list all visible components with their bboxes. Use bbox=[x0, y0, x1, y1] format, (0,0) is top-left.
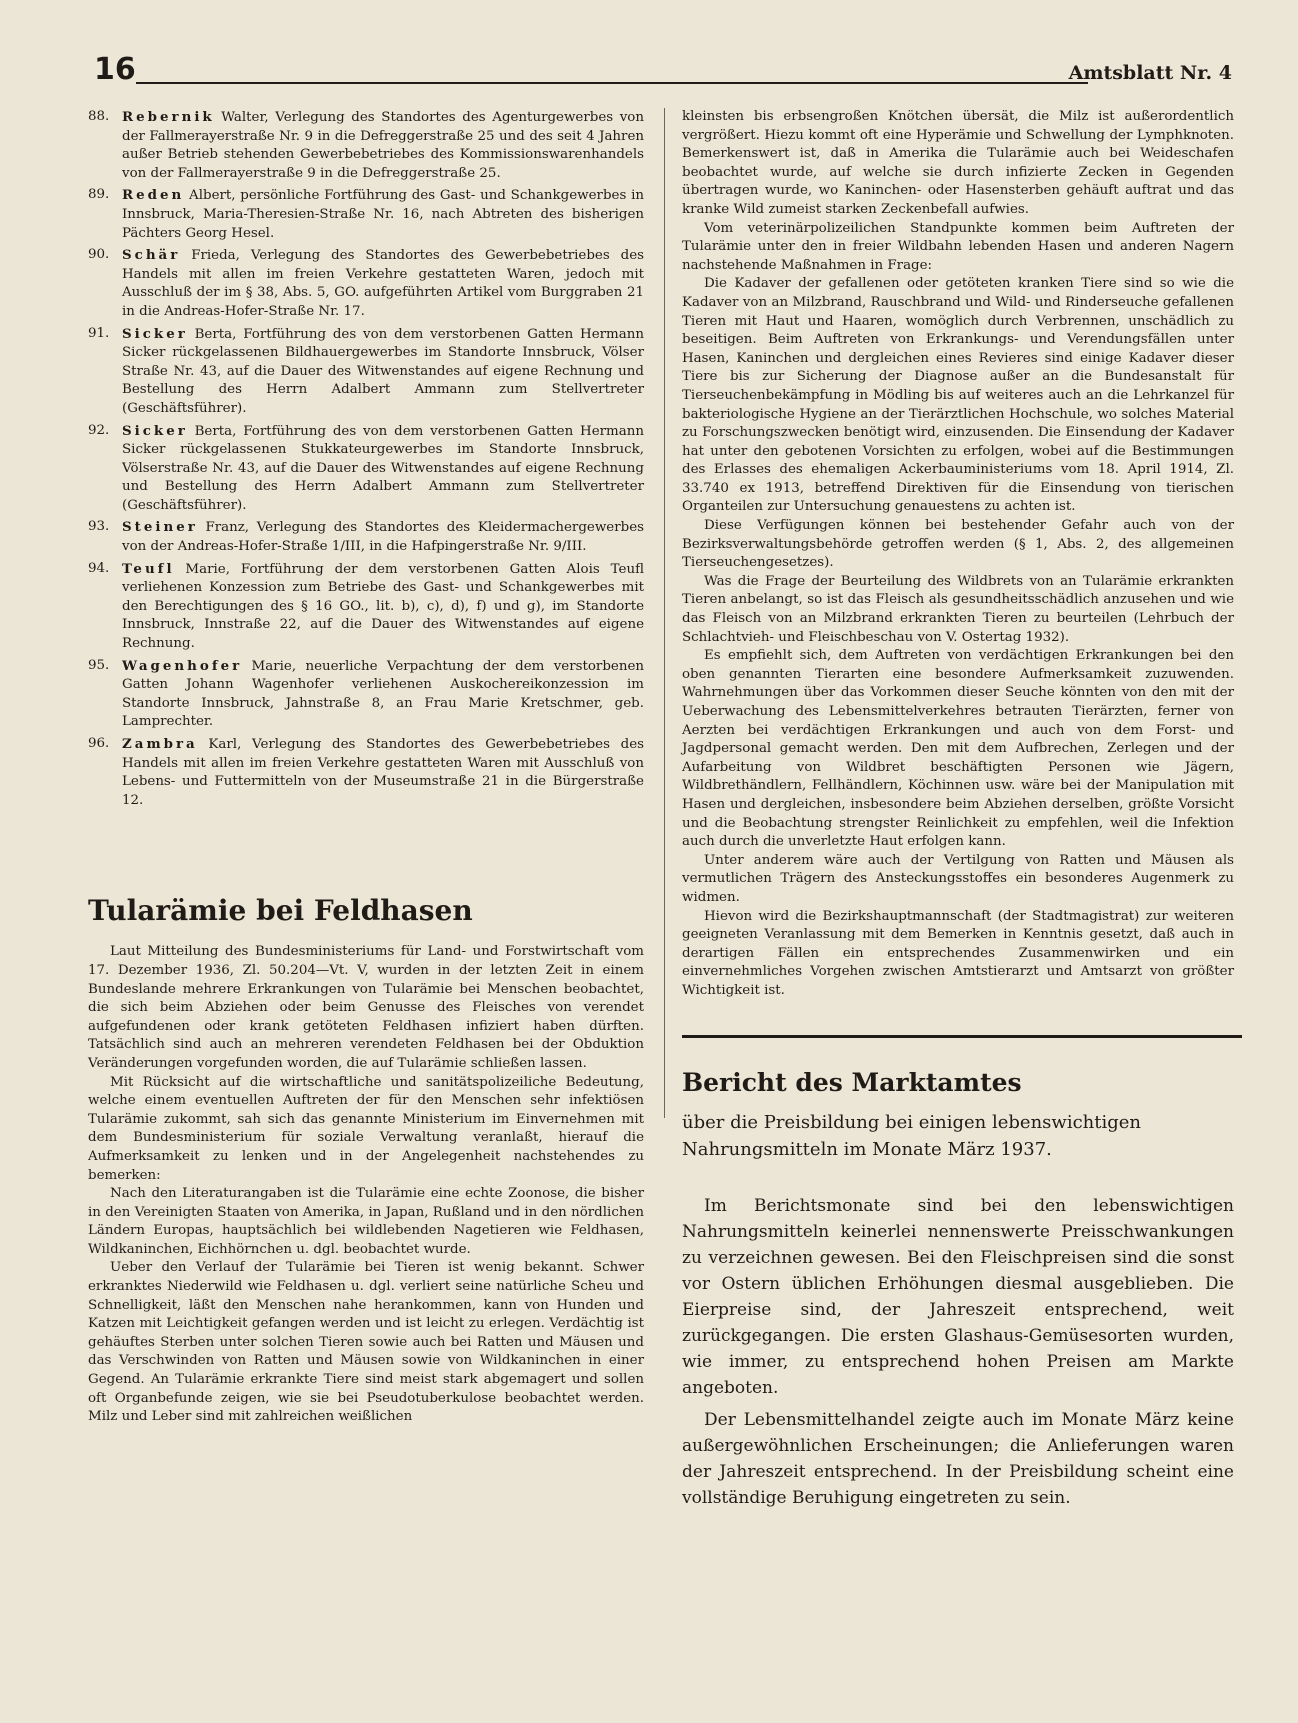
tularemia-heading: Tularämie bei Feldhasen bbox=[88, 894, 473, 928]
entry-number: 94. bbox=[88, 560, 110, 576]
tularemia-paragraph: Hievon wird die Bezirkshauptmannschaft (der Stadtmagistrat) zur weiteren geeigneten Veranlassung mit dem Bemerken in Kenntnis gesetzt, daß auch in derartigen Fällen ein entsprechendes Zusammenwirken und ein einvernehmliches Vorgehen zwischen Amtstierarzt und Amtsarzt von größter Wichtigkeit ist. bbox=[682, 908, 1234, 998]
entry-91 bbox=[88, 325, 644, 419]
right-column bbox=[682, 108, 1234, 1517]
entry-90 bbox=[88, 246, 644, 321]
entry-text: Frieda, Verlegung des Standortes des Gewerbebetriebes des Handels mit allen im freien Verkehre gestatteten Waren, jedoch mit Ausschluß der im § 38, Abs. 5, GO. aufgeführten Artikel vom Burggraben 21 in die Andreas-Hofer-Straße Nr. 17. bbox=[122, 248, 644, 319]
tularemia-paragraph: Vom veterinärpolizeilichen Standpunkte kommen beim Auftreten der Tularämie unter den in freier Wildbahn lebenden Hasen und anderen Nagern nachstehende Maßnahmen in Frage: bbox=[682, 220, 1234, 273]
tularemia-paragraph: Diese Verfügungen können bei bestehender Gefahr auch von der Bezirksverwaltungsbehörde getroffen werden (§ 1, Abs. 2, des allgemeinen Tierseuchengesetzes). bbox=[682, 518, 1234, 571]
entry-text: Karl, Verlegung des Standortes des Gewerbebetriebes des Handels mit allen im freien Verkehre gestatteten Waren mit Ausschluß von Lebens- und Futtermitteln von der Museumstraße 21 in die Bürgerstraße 12. bbox=[122, 737, 644, 808]
columns bbox=[88, 108, 1238, 1723]
entry-name: Zambra bbox=[122, 736, 198, 752]
entry-text: Walter, Verlegung des Standortes des Agenturgewerbes von der Fallmerayerstraße Nr. 9 in die Defreggerstraße 25 und des seit 4 Jahren außer Betrieb stehenden Gewerbebetriebes des Kommissionswarenhandels von der Fallmerayerstraße 9 in die Defreggerstraße 25. bbox=[122, 110, 644, 181]
market-paragraph: Der Lebensmittelhandel zeigte auch im Monate März keine außergewöhnlichen Erscheinungen; die Anlieferungen waren der Jahreszeit entsprechend. In der Preisbildung scheint eine vollständige Beruhigung eingetreten zu sein. bbox=[682, 1409, 1234, 1508]
entry-name: Sicker bbox=[122, 325, 188, 342]
tularemia-paragraph: Es empfiehlt sich, dem Auftreten von verdächtigen Erkrankungen bei den oben genannten Tierarten eine besondere Aufmerksamkeit zuzuwenden. Wahrnehmungen über das Vorkommen dieser Seuche könnten von den mit der Ueberwachung des Lebensmittelverkehres betrauten Tierärzten, ferner von Aerzten bei verdächtigen Erkrankungen und auch von dem Forst- und Jagdpersonal gemacht werden. Den mit dem Aufbrechen, Zerlegen und der Aufarbeitung von Wildbret beschäftigten Personen wie Jägern, Wildbrethändlern, Fellhändlern, Köchinnen usw. wäre bei der Manipulation mit Hasen und dergleichen, insbesondere beim Abziehen derselben, größte Vorsicht und die Beobachtung strengster Reinlichkeit zu empfehlen, weil die Infektion auch durch die unverletzte Haut erfolgen kann. bbox=[682, 648, 1234, 850]
entry-92 bbox=[88, 422, 644, 516]
tularemia-paragraph: kleinsten bis erbsengroßen Knötchen übersät, die Milz ist außerordentlich vergrößert. Hiezu kommt oft eine Hyperämie und Schwellung der Lymphknoten. Bemerkenswert ist, daß in Amerika die Tularämie auch bei Weideschafen beobachtet wurde, auf welche sie durch infizierte Zecken in Gegenden übertragen wurde, wo Kaninchen- oder Hasensterben gehäuft auftrat und das kranke Wild zumeist starken Zeckenbefall aufwies. bbox=[682, 109, 1234, 217]
publication-title: Amtsblatt Nr. 4 bbox=[1068, 62, 1232, 84]
entry-number: 95. bbox=[88, 657, 110, 673]
entry-93 bbox=[88, 518, 644, 556]
market-heading: Bericht des Marktamtes bbox=[682, 1067, 1022, 1097]
market-subheading: über die Preisbildung bei einigen lebenswichtigen Nahrungsmitteln im Monate März 1937. bbox=[682, 1111, 1142, 1160]
entry-name: Steiner bbox=[122, 519, 198, 536]
entry-name: Rebernik bbox=[122, 109, 215, 125]
tularemia-paragraph: Was die Frage der Beurteilung des Wildbrets von an Tularämie erkrankten Tieren anbelangt, so ist das Fleisch als gesundheitsschädlich anzusehen und wie das Fleisch von an Milzbrand erkrankten Tieren zu beurteilen (Lehrbuch der Schlachtvieh- und Fleischbeschau von V. Ostertag 1932). bbox=[682, 573, 1234, 645]
entry-text: Marie, neuerliche Verpachtung der dem verstorbenen Gatten Johann Wagenhofer verliehenen Auskochereikonzession im Standorte Innsbruck, Jahnstraße 8, an Frau Marie Kretschmer, geb. Lamprechter. bbox=[122, 658, 644, 730]
entry-text: Berta, Fortführung des von dem verstorbenen Gatten Hermann Sicker rückgelassenen Stukkateurgewerbes im Standorte Innsbruck, Völserstraße Nr. 43, auf die Dauer des Witwenstandes auf eigene Rechnung und Bestellung des Herrn Adalbert Ammann zum Stellvertreter (Geschäftsführer). bbox=[122, 423, 644, 513]
tularemia-paragraph: Mit Rücksicht auf die wirtschaftliche und sanitätspolizeiliche Bedeutung, welche einem eventuellen Auftreten der für den Menschen sehr infektiösen Tularämie zukommt, sah sich das genannte Ministerium im Einvernehmen mit dem Bundesministerium für soziale Verwaltung veranlaßt, hierauf die Aufmerksamkeit zu lenken und in der Angelegenheit nachstehendes zu bemerken: bbox=[88, 1074, 644, 1183]
section-rule bbox=[682, 1035, 1242, 1038]
entry-number: 96. bbox=[88, 736, 110, 751]
market-paragraph: Im Berichtsmonate sind bei den lebenswichtigen Nahrungsmitteln keinerlei nennenswerte Preisschwankungen zu verzeichnen gewesen. Bei den Fleischpreisen sind die sonst vor Ostern üblichen Erhöhungen diesmal ausgeblieben. Die Eierpreise sind, der Jahreszeit entsprechend, weit zurückgegangen. Die ersten Glashaus-Gemüsesorten wurden, wie immer, zu entsprechend hohen Preisen am Markte angeboten. bbox=[682, 1195, 1234, 1398]
entry-number: 88. bbox=[88, 109, 110, 124]
trade-entries bbox=[88, 108, 644, 810]
column-divider bbox=[664, 108, 665, 1118]
tularemia-paragraph: Ueber den Verlauf der Tularämie bei Tieren ist wenig bekannt. Schwer erkranktes Niederwild wie Feldhasen u. dgl. verliert seine natürliche Scheu und Schnelligkeit, läßt den Menschen nahe herankommen, kann von Hunden und Katzen mit Leichtigkeit gefangen werden und ist leicht zu erlegen. Verdächtig ist gehäuftes Sterben unter solchen Tieren sowie auch bei Ratten und Mäusen und das Verschwinden von Ratten und Mäusen sowie von Wildkaninchen in einer Gegend. An Tularämie erkrankte Tiere sind meist stark abgemagert und sollen oft Organbefunde zeigen, wie sie bei Pseudotuberkulose beobachtet werden. Milz und Leber sind mit zahlreichen weißlichen bbox=[88, 1260, 644, 1425]
entry-number: 93. bbox=[88, 519, 110, 535]
entry-number: 91. bbox=[88, 325, 110, 341]
entry-name: Sicker bbox=[122, 422, 188, 439]
entry-text: Albert, persönliche Fortführung des Gast- und Schankgewerbes in Innsbruck, Maria-Theresien-Straße Nr. 16, nach Abtreten des bisherigen Pächters Georg Hesel. bbox=[122, 188, 644, 241]
tularemia-paragraph: Laut Mitteilung des Bundesministeriums für Land- und Forstwirtschaft vom 17. Dezember 1936, Zl. 50.204—Vt. V, wurden in der letzten Zeit in einem Bundeslande mehrere Erkrankungen von Tularämie bei Menschen beobachtet, die sich beim Abziehen oder beim Genusse des Fleisches von verendet aufgefundenen oder krank getöteten Feldhasen infiziert haben dürften. Tatsächlich sind auch an mehreren verendeten Feldhasen bei der Obduktion Veränderungen vorgefunden worden, die auf Tularämie schließen lassen. bbox=[88, 944, 644, 1071]
entry-88 bbox=[88, 108, 644, 183]
entry-89 bbox=[88, 186, 644, 243]
entry-number: 92. bbox=[88, 422, 110, 438]
left-column bbox=[88, 108, 644, 1427]
page-number: 16 bbox=[94, 52, 136, 87]
entry-text: Berta, Fortführung des von dem verstorbenen Gatten Hermann Sicker rückgelassenen Bildhauergewerbes im Standorte Innsbruck, Völser Straße Nr. 43, auf die Dauer des Witwenstandes auf eigene Rechnung und Bestellung des Herrn Adalbert Ammann zum Stellvertreter (Geschäftsführer). bbox=[122, 326, 644, 416]
entry-name: Schär bbox=[122, 247, 181, 264]
entry-name: Teufl bbox=[122, 560, 175, 577]
tularemia-paragraph: Nach den Literaturangaben ist die Tularämie eine echte Zoonose, die bisher in den Vereinigten Staaten von Amerika, in Japan, Rußland und in den nördlichen Ländern Europas, hauptsächlich bei wildlebenden Nagetieren wie Feldhasen, Wildkaninchen, Eichhörnchen u. dgl. beobachtet wurde. bbox=[88, 1186, 644, 1257]
tularemia-paragraph: Die Kadaver der gefallenen oder getöteten kranken Tiere sind so wie die Kadaver von an Milzbrand, Rauschbrand und Wild- und Rinderseuche gefallenen Tieren mit Haut und Haaren, womöglich durch Verbrennen, unschädlich zu beseitigen. Beim Auftreten von Erkrankungs- und Verendungsfällen unter Hasen, Kaninchen und dergleichen eines Revieres sind einige Kadaver dieser Tiere bis zur Sicherung der Diagnose außer an die Bundesanstalt für Tierseuchenbekämpfung in Mödling bis auf weiteres auch an die Lehrkanzel für bakteriologische Hygiene an der Tierärztlichen Hochschule, wo solches Material zu Forschungszwecken benötigt wird, einzusenden. Die Einsendung der Kadaver hat unter den gebotenen Vorsichten zu erfolgen, wobei auf die Bestimmungen des Erlasses des ehemaligen Ackerbauministeriums vom 18. April 1914, Zl. 33.740 ex 1913, betreffend Direktiven für die Einsendung von tierischen Organteilen zur Untersuchung genauestens zu achten ist. bbox=[682, 276, 1234, 515]
entry-name: Reden bbox=[122, 187, 185, 204]
entry-95 bbox=[88, 657, 644, 732]
entry-number: 90. bbox=[88, 247, 110, 263]
entry-text: Franz, Verlegung des Standortes des Kleidermachergewerbes von der Andreas-Hofer-Straße 1/III, in die Hafpingerstraße Nr. 9/III. bbox=[122, 520, 644, 555]
header-rule bbox=[136, 82, 1088, 84]
entry-number: 89. bbox=[88, 187, 110, 203]
page-header bbox=[88, 48, 1238, 92]
entry-text: Marie, Fortführung der dem verstorbenen Gatten Alois Teufl verliehenen Konzession zum Betriebe des Gast- und Schankgewerbes mit den Berechtigungen des § 16 GO., lit. b), c), d), f) und g), im Standorte Innsbruck, Innstraße 22, auf die Dauer des Witwenstandes auf eigene Rechnung. bbox=[122, 561, 644, 652]
tularemia-paragraph: Unter anderem wäre auch der Vertilgung von Ratten und Mäusen als vermutlichen Trägern des Ansteckungsstoffes ein besonderes Augenmerk zu widmen. bbox=[682, 852, 1234, 905]
entry-name: Wagenhofer bbox=[122, 657, 243, 674]
entry-94 bbox=[88, 560, 644, 654]
entry-96 bbox=[88, 735, 644, 810]
